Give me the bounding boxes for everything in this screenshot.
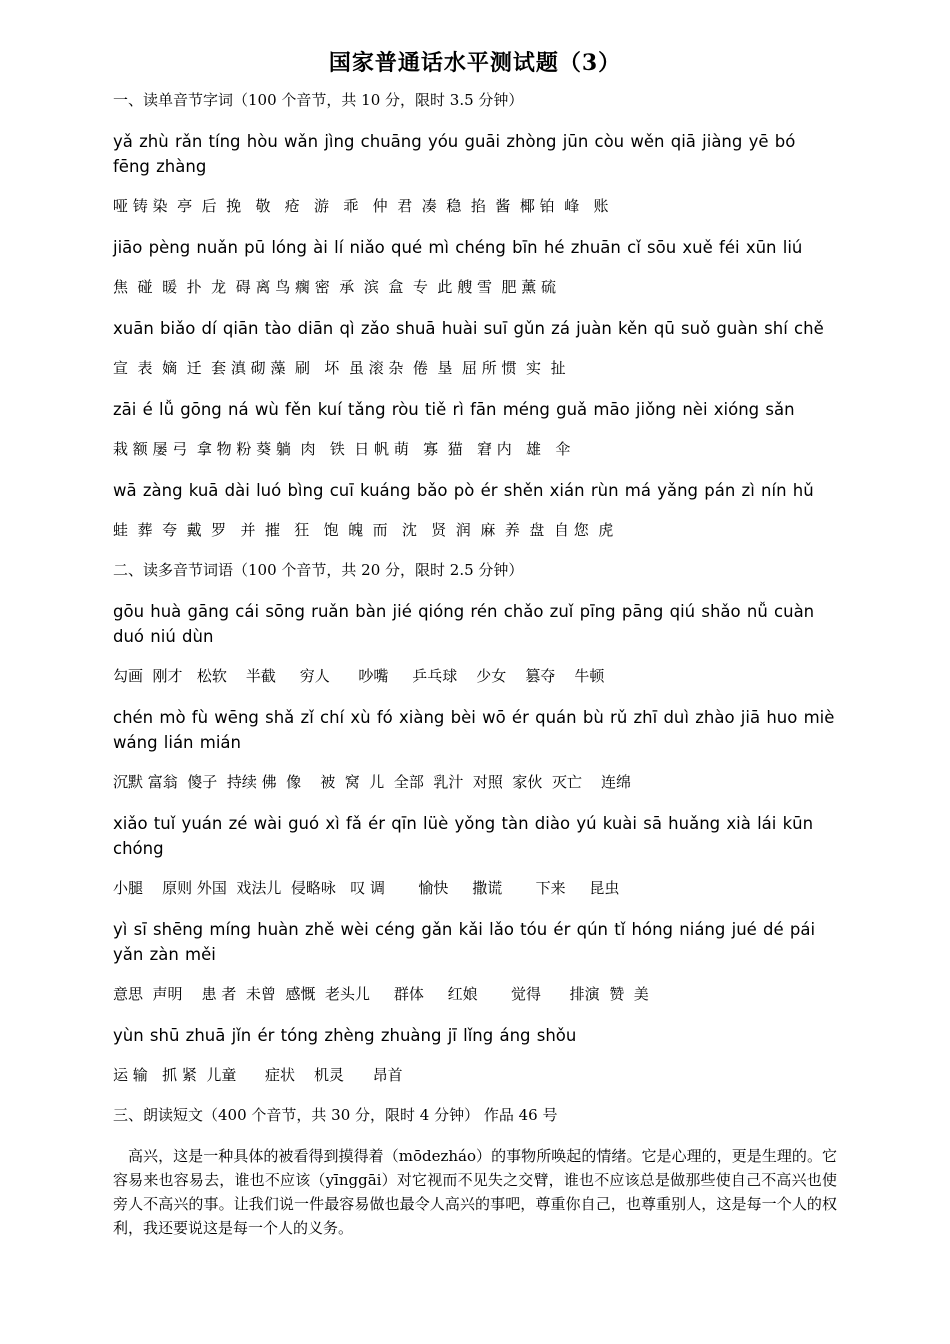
pinyin-line: xuān biǎo dí qiān tào diān qì zǎo shuā huài suī gǔn zá juàn kěn qū suǒ guàn shí chě (113, 319, 824, 338)
pinyin-line: yǎ zhù rǎn tíng hòu wǎn jìng chuāng yóu guāi zhòng jūn còu wěn qiā jiàng yē bó fēng zhàng (113, 132, 796, 176)
pinyin-line: zāi é lǚ gōng ná wù fěn kuí tǎng ròu tiě rì fān méng guǎ māo jiǒng nèi xióng sǎn (113, 400, 795, 419)
hanzi-line: 焦 碰 暖 扑 龙 碍 离 鸟 瘸 密 承 滨 盒 专 此 艘 雪 肥 薰 硫 (113, 278, 557, 296)
pinyin-line: jiāo pèng nuǎn pū lóng ài lí niǎo qué mì chéng bīn hé zhuān cǐ sōu xuě féi xūn liú (113, 238, 803, 257)
hanzi-line: 沉默 富翁 傻子 持续 佛 像 被 窝 儿 全部 乳汁 对照 家伙 灭亡 连绵 (113, 773, 632, 791)
section-1-heading: 一、读单音节字词（100 个音节，共 10 分，限时 3.5 分钟） (113, 91, 524, 109)
hanzi-line: 意思 声明 患 者 未曾 感慨 老头儿 群体 红娘 觉得 排演 赞 美 (113, 985, 649, 1003)
section-2-heading: 二、读多音节词语（100 个音节，共 20 分，限时 2.5 分钟） (113, 561, 524, 579)
hanzi-line: 勾画 刚才 松软 半截 穷人 吵嘴 乒乓球 少女 篡夺 牛顿 (113, 667, 605, 685)
section-3-heading: 三、朗读短文（400 个音节，共 30 分，限时 4 分钟） 作品 46 号 (113, 1106, 558, 1124)
pinyin-line: gōu huà gāng cái sōng ruǎn bàn jié qióng rén chǎo zuǐ pīng pāng qiú shǎo nǚ cuàn duó niú dùn (113, 602, 815, 646)
hanzi-line: 哑 铸 染 亭 后 挽 敬 疮 游 乖 仲 君 凑 稳 掐 酱 椰 铂 峰 账 (113, 197, 609, 215)
document-title: 国家普通话水平测试题（3） (328, 50, 622, 76)
hanzi-line: 小腿 原则 外国 戏法儿 侵略咏 叹 调 愉快 撒谎 下来 昆虫 (113, 879, 620, 897)
pinyin-line: yùn shū zhuā jǐn ér tóng zhèng zhuàng jī lǐng áng shǒu (113, 1026, 577, 1045)
reading-passage: 高兴，这是一种具体的被看得到摸得着（mōdezháo）的事物所唤起的情绪。它是心理的，更是生理的。它容易来也容易去，谁也不应该（yīnggāi）对它视而不见失之交臂，谁也不应该总是做那些使自己不高兴也使旁人不高兴的事。让我们说一件最容易做也最令人高兴的事吧，尊重你自己，也尊重别人，这是每一个人的权利，我还要说这是每一个人的义务。 (113, 1147, 837, 1237)
hanzi-line: 栽 额 屡 弓 拿 物 粉 葵 躺 肉 铁 日 帆 萌 寡 猫 窘 内 雄 伞 (113, 440, 571, 458)
hanzi-line: 宣 表 嫡 迁 套 滇 砌 藻 刷 坏 虽 滚 杂 倦 垦 屈 所 惯 实 扯 (113, 359, 566, 377)
hanzi-line: 蛙 葬 夸 戴 罗 并 摧 狂 饱 魄 而 沈 贤 润 麻 养 盘 自 您 虎 (113, 521, 614, 539)
pinyin-line: xiǎo tuǐ yuán zé wài guó xì fǎ ér qīn lüè yǒng tàn diào yú kuài sā huǎng xià lái kūn chóng (113, 814, 814, 858)
hanzi-line: 运 输 抓 紧 儿童 症状 机灵 昂首 (113, 1066, 403, 1084)
pinyin-line: chén mò fù wēng shǎ zǐ chí xù fó xiàng bèi wō ér quán bù rǔ zhī duì zhào jiā huo miè wáng lián mián (113, 708, 835, 752)
pinyin-line: yì sī shēng míng huàn zhě wèi céng gǎn kǎi lǎo tóu ér qún tǐ hóng niáng jué dé pái yǎn zàn měi (113, 920, 816, 964)
pinyin-line: wā zàng kuā dài luó bìng cuī kuáng bǎo pò ér shěn xián rùn má yǎng pán zì nín hǔ (113, 481, 814, 500)
